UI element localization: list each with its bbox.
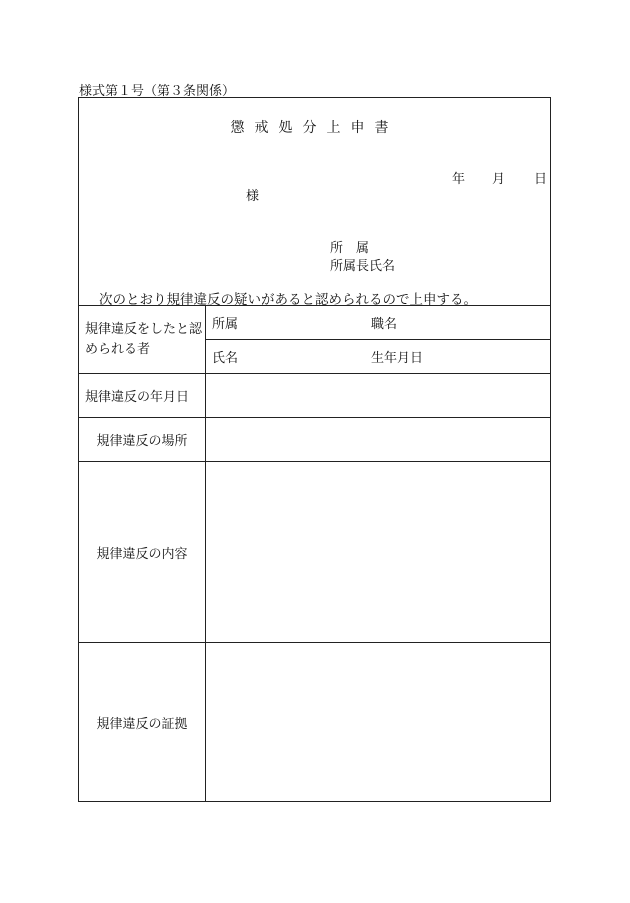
- person-header-cell: [85, 306, 205, 373]
- violation-content-value: [206, 462, 551, 642]
- date-day-label: 日: [534, 172, 548, 187]
- violation-place-value: [206, 418, 551, 461]
- date-year-label: 年: [452, 172, 466, 187]
- person-header-label: 規律違反をしたと認められる者: [85, 321, 203, 357]
- violation-evidence-value: [206, 643, 551, 801]
- document-title: 懲戒処分上申書: [230, 120, 399, 136]
- statement-text: 次のとおり規律違反の疑いがあると認められるので上申する。: [99, 292, 477, 308]
- violation-evidence-label: 規律違反の証拠: [96, 716, 188, 732]
- violation-date-header-cell: [85, 374, 205, 417]
- name-field-label: [212, 340, 238, 373]
- affiliation-field-label: [212, 306, 238, 339]
- violation-date-value: [206, 374, 551, 417]
- sender-affiliation-label: 所 属: [330, 241, 370, 256]
- addressee-suffix: 様: [246, 189, 260, 204]
- violation-date-label: 規律違反の年月日: [85, 390, 190, 405]
- position-field-label: [371, 306, 397, 339]
- sender-head-name-label: 所属長氏名: [330, 259, 396, 274]
- violation-evidence-header-cell: [79, 643, 205, 801]
- report-form: [78, 97, 551, 802]
- position-label: 職名: [371, 317, 398, 332]
- violation-place-label: 規律違反の場所: [96, 434, 188, 449]
- name-label: 氏名: [212, 351, 239, 366]
- birthdate-label: 生年月日: [371, 351, 424, 366]
- form-number-label: 様式第１号（第３条関係）: [79, 84, 236, 99]
- birthdate-field-label: [371, 340, 423, 373]
- violation-content-header-cell: [79, 462, 205, 642]
- violation-content-label: 規律違反の内容: [96, 546, 188, 562]
- date-month-label: 月: [492, 172, 506, 187]
- violation-place-header-cell: [79, 418, 205, 461]
- affiliation-label: 所属: [212, 317, 239, 332]
